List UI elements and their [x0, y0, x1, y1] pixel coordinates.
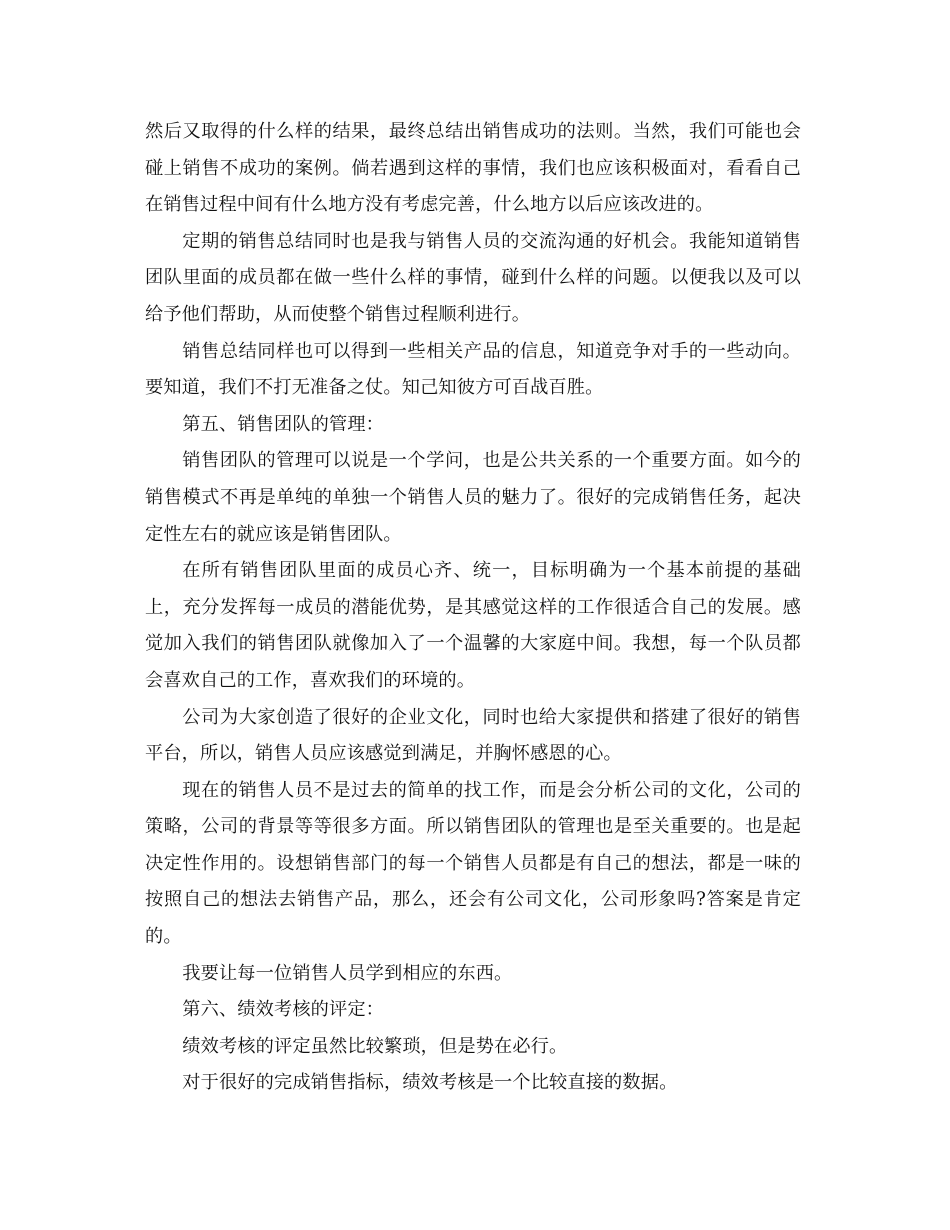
paragraph-3: 销售总结同样也可以得到一些相关产品的信息，知道竞争对手的一些动向。要知道，我们不打无准备之仗。知己知彼方可百战百胜。 — [145, 340, 801, 399]
section-heading-5: 第五、销售团队的管理： — [182, 413, 385, 435]
paragraph-11: 绩效考核的评定虽然比较繁琐，但是势在必行。 — [182, 1035, 568, 1057]
paragraph-8: 现在的销售人员不是过去的简单的找工作，而是会分析公司的文化，公司的策略，公司的背景等等很多方面。所以销售团队的管理也是至关重要的。也是起决定性作用的。设想销售部门的每一个销售人员都是有自己的想法，都是一味的按照自己的想法去销售产品，那么，还会有公司文化，公司形象吗?答案是肯定的。 — [145, 779, 801, 948]
paragraph-7: 公司为大家创造了很好的企业文化，同时也给大家提供和搭建了很好的销售平台，所以，销售人员应该感觉到满足，并胸怀感恩的心。 — [145, 706, 801, 765]
paragraph-6: 在所有销售团队里面的成员心齐、统一，目标明确为一个基本前提的基础上，充分发挥每一成员的潜能优势，是其感觉这样的工作很适合自己的发展。感觉加入我们的销售团队就像加入了一个温馨的大家庭中间。我想，每一个队员都会喜欢自己的工作，喜欢我们的环境的。 — [145, 560, 801, 691]
paragraph-9: 我要让每一位销售人员学到相应的东西。 — [182, 962, 513, 984]
paragraph-5: 销售团队的管理可以说是一个学问，也是公共关系的一个重要方面。如今的销售模式不再是单纯的单独一个销售人员的魅力了。很好的完成销售任务，起决定性左右的就应该是销售团队。 — [145, 450, 801, 545]
paragraph-1: 然后又取得的什么样的结果，最终总结出销售成功的法则。当然，我们可能也会碰上销售不成功的案例。倘若遇到这样的事情，我们也应该积极面对，看看自己在销售过程中间有什么地方没有考虑完善，什么地方以后应该改进的。 — [145, 121, 801, 216]
paragraph-2: 定期的销售总结同时也是我与销售人员的交流沟通的好机会。我能知道销售团队里面的成员都在做一些什么样的事情，碰到什么样的问题。以便我以及可以给予他们帮助，从而使整个销售过程顺利进行。 — [145, 230, 801, 325]
section-heading-6: 第六、绩效考核的评定： — [182, 999, 385, 1021]
document-body — [145, 114, 801, 1102]
paragraph-12: 对于很好的完成销售指标，绩效考核是一个比较直接的数据。 — [182, 1072, 678, 1094]
